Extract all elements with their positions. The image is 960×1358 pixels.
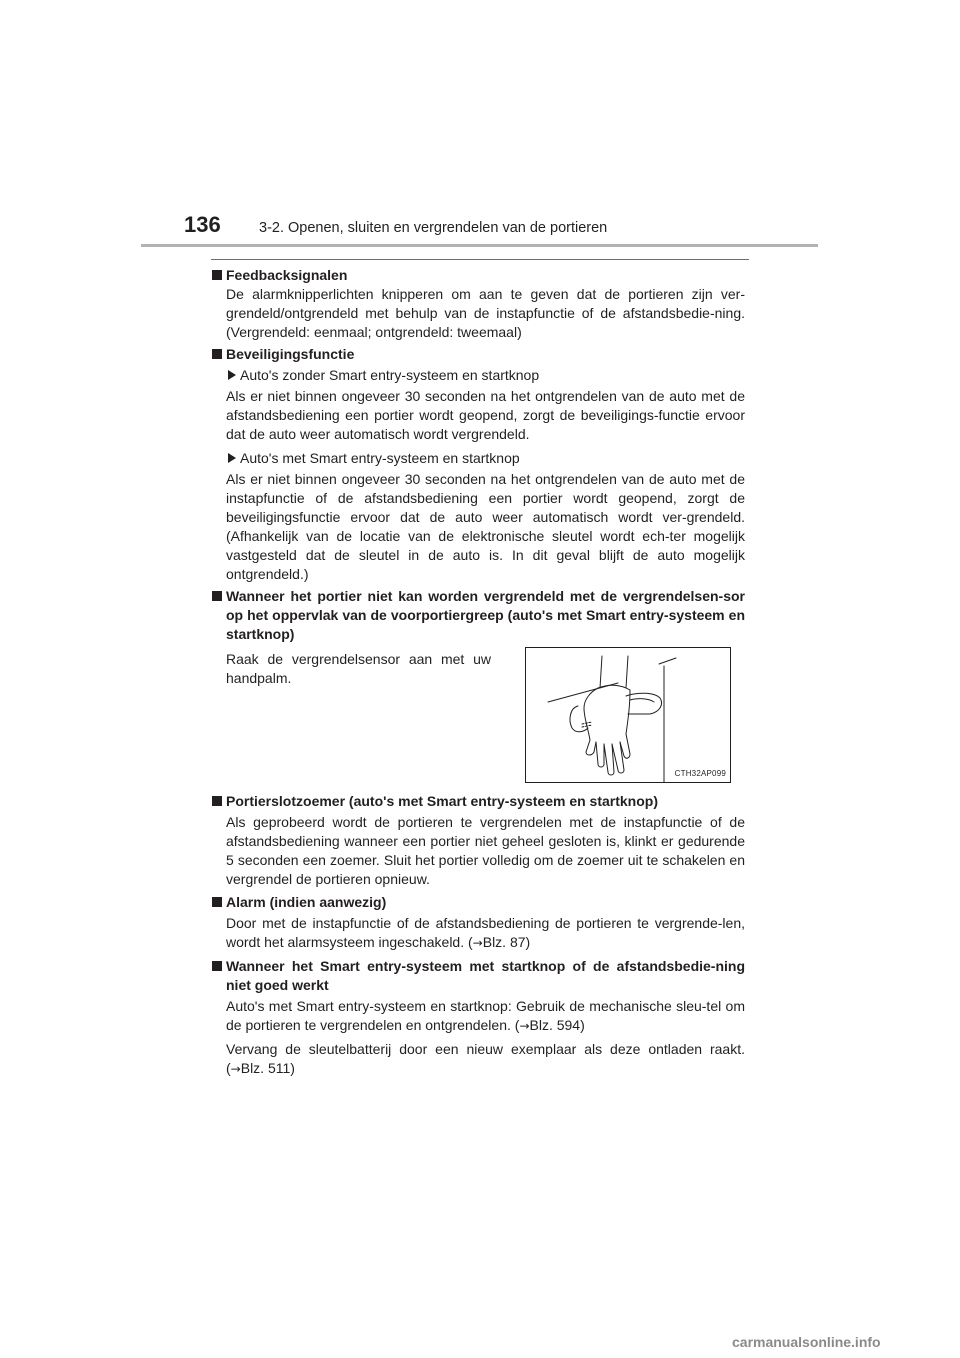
alarm-body-text: Door met de instapfunctie of de afstandsbediening de portieren te vergrende-len, wordt het alarmsysteem ingeschakeld. (	[226, 915, 745, 950]
bullet-square-icon	[212, 897, 222, 907]
lock-sensor-body: Raak de vergrendelsensor aan met uw handpalm.	[226, 651, 491, 686]
not-working-xref-link-2[interactable]: Blz. 511)	[240, 1060, 295, 1076]
alarm-heading	[211, 893, 745, 912]
buzzer-heading	[211, 792, 745, 811]
lock-sensor-heading-text: Wanneer het portier niet kan worden vergrendeld met de vergrendelsen-sor op het oppervlak van de voorportiergreep (auto's met Smart entry-systeem en startknop)	[226, 588, 745, 642]
alarm-xref-link[interactable]: Blz. 87)	[482, 934, 531, 950]
not-working-body-1-text: Auto's met Smart entry-systeem en startknop: Gebruik de mechanische sleu-tel om de portieren te vergrendelen en ontgrendelen. (	[226, 998, 745, 1033]
buzzer-heading-text: Portierslotzoemer (auto's met Smart entry-systeem en startknop)	[226, 793, 659, 809]
lock-sensor-heading	[211, 587, 745, 644]
feedback-body: De alarmknipperlichten knipperen om aan te geven dat de portieren zijn ver-grendeld/ontgrendeld met behulp van de instapfunctie of de afstandsbedie-ning. (Vergrendeld: eenmaal; ontgrendeld: tweemaal)	[226, 286, 745, 340]
security-heading	[211, 345, 745, 364]
buzzer-body: Als geprobeerd wordt de portieren te vergrendelen met de instapfunctie of de afstandsbediening wanneer een portier niet geheel gesloten is, klinkt er gedurende 5 seconden een zoemer. Sluit het portier volledig om de zoemer uit te schakelen en vergrendel de portieren opnieuw.	[226, 814, 745, 887]
page-number: 136	[184, 212, 221, 237]
not-working-body-2	[226, 1040, 745, 1079]
bullet-square-icon	[212, 961, 222, 971]
not-working-body-1	[226, 997, 745, 1036]
header-rule	[141, 244, 818, 247]
xref-arrow-icon: →	[519, 1019, 530, 1033]
section-divider	[211, 259, 749, 260]
feedback-heading	[211, 266, 745, 285]
watermark: carmanualsonline.info	[732, 1334, 881, 1350]
hand-illustration-icon	[526, 648, 730, 782]
figure-code: CTH32AP099	[674, 769, 726, 778]
alarm-body	[226, 914, 745, 953]
not-working-body-2-text: Vervang de sleutelbatterij door een nieuw exemplaar als deze ontladen raakt. (	[226, 1041, 745, 1076]
not-working-heading-text: Wanneer het Smart entry-systeem met startknop of de afstandsbedie-ning niet goed werkt	[226, 958, 745, 993]
bullet-square-icon	[212, 270, 222, 280]
security-sub2-label-text: Auto's met Smart entry-systeem en startknop	[240, 450, 520, 466]
security-sub1-label-text: Auto's zonder Smart entry-systeem en startknop	[240, 367, 540, 383]
not-working-heading	[211, 957, 745, 995]
triangle-bullet-icon	[228, 453, 236, 463]
lock-sensor-figure-row	[211, 650, 745, 788]
not-working-xref-link-1[interactable]: Blz. 594)	[529, 1017, 585, 1033]
hand-on-door-handle-illustration	[525, 647, 731, 783]
triangle-bullet-icon	[228, 370, 236, 380]
security-sub1-label	[226, 366, 745, 385]
bullet-square-icon	[212, 591, 222, 601]
feedback-heading-text: Feedbacksignalen	[226, 267, 348, 283]
security-sub2-body: Als er niet binnen ongeveer 30 seconden na het ontgrendelen van de auto met de instapfunctie of de afstandsbediening een portier wordt geopend, zorgt de beveiligingsfunctie ervoor dat de auto weer automatisch wordt ver-grendeld. (Afhankelijk van de locatie van de elektronische sleutel wordt ech-ter mogelijk vastgesteld dat de sleutel in de auto is. In dit geval blijft de auto mogelijk ontgrendeld.)	[226, 471, 745, 582]
bullet-square-icon	[212, 796, 222, 806]
security-sub2-label	[226, 449, 745, 468]
xref-arrow-icon: →	[230, 1062, 241, 1076]
bullet-square-icon	[212, 349, 222, 359]
security-sub1-body: Als er niet binnen ongeveer 30 seconden na het ontgrendelen van de auto met de afstandsbediening een portier wordt geopend, zorgt de beveiligings-functie ervoor dat de auto weer automatisch wordt vergrendeld.	[226, 388, 745, 442]
running-head: 3-2. Openen, sluiten en vergrendelen van de portieren	[259, 220, 608, 236]
alarm-heading-text: Alarm (indien aanwezig)	[226, 894, 387, 910]
page-content	[211, 266, 745, 1079]
xref-arrow-icon: →	[472, 936, 483, 950]
security-heading-text: Beveiligingsfunctie	[226, 346, 355, 362]
